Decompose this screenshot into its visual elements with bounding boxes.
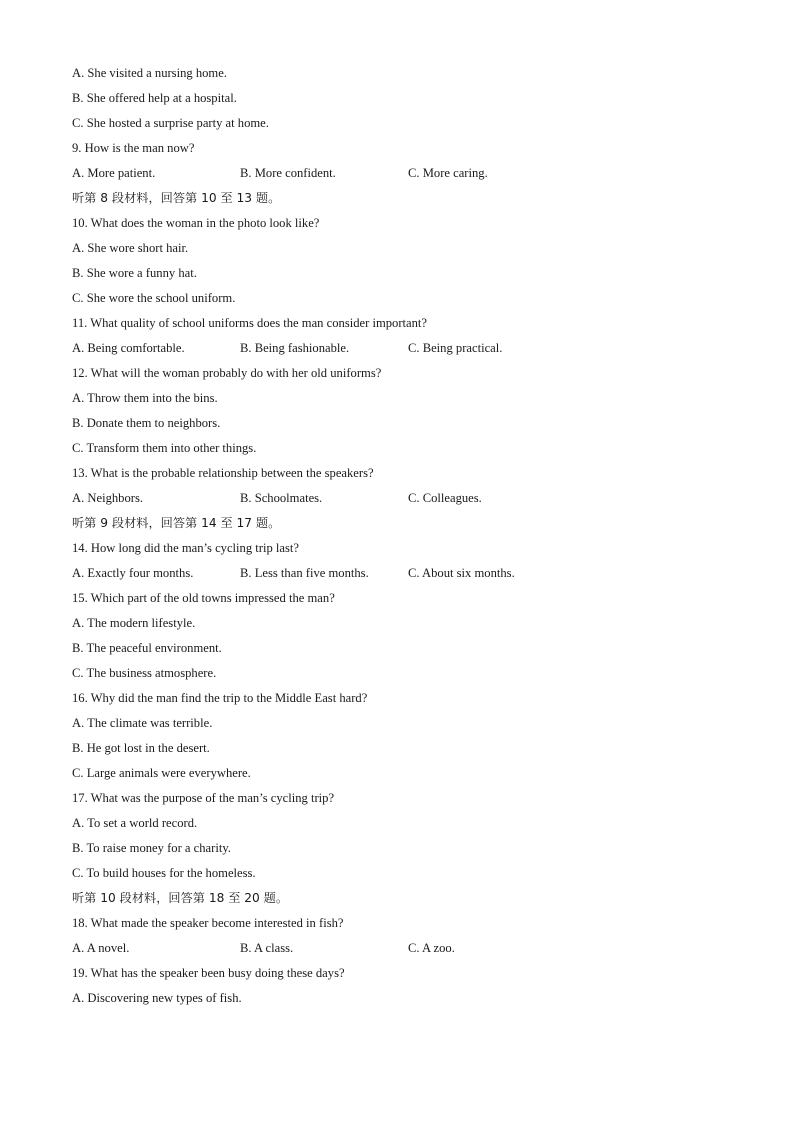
text-line: C. She hosted a surprise party at home. xyxy=(72,116,269,130)
text-line: A. She visited a nursing home. xyxy=(72,66,227,80)
text-line: B. Donate them to neighbors. xyxy=(72,416,221,430)
option-b: B. Less than five months. xyxy=(240,566,369,580)
section-heading: 听第 9 段材料，回答第 14 至 17 题。 xyxy=(72,516,281,530)
text-line: 18. What made the speaker become interested in fish? xyxy=(72,916,344,930)
text-line: 19. What has the speaker been busy doing these days? xyxy=(72,966,345,980)
option-b: B. Schoolmates. xyxy=(240,491,323,505)
text-line: A. She wore short hair. xyxy=(72,241,189,255)
text-line: A. The climate was terrible. xyxy=(72,716,213,730)
text-line: 10. What does the woman in the photo look like? xyxy=(72,216,320,230)
text-line: B. He got lost in the desert. xyxy=(72,741,210,755)
text-line: B. She offered help at a hospital. xyxy=(72,91,237,105)
text-line: 15. Which part of the old towns impressed the man? xyxy=(72,591,335,605)
text-line: C. Transform them into other things. xyxy=(72,441,257,455)
option-c: C. More caring. xyxy=(408,166,488,180)
text-line: A. Throw them into the bins. xyxy=(72,391,218,405)
option-c: C. A zoo. xyxy=(408,941,455,955)
option-b: B. Being fashionable. xyxy=(240,341,350,355)
text-line: 14. How long did the man’s cycling trip last? xyxy=(72,541,300,555)
text-line: 17. What was the purpose of the man’s cycling trip? xyxy=(72,791,335,805)
text-line: 11. What quality of school uniforms does the man consider important? xyxy=(72,316,427,330)
text-line: B. To raise money for a charity. xyxy=(72,841,231,855)
text-line: A. To set a world record. xyxy=(72,816,198,830)
option-a: A. A novel. xyxy=(72,941,130,955)
option-row xyxy=(72,563,752,588)
option-row xyxy=(72,338,752,363)
question-page xyxy=(72,63,752,1013)
option-a: A. Neighbors. xyxy=(72,491,144,505)
option-c: C. About six months. xyxy=(408,566,515,580)
text-line: 12. What will the woman probably do with her old uniforms? xyxy=(72,366,382,380)
text-line: 13. What is the probable relationship between the speakers? xyxy=(72,466,374,480)
option-row xyxy=(72,488,752,513)
text-line: 16. Why did the man find the trip to the Middle East hard? xyxy=(72,691,368,705)
option-b: B. More confident. xyxy=(240,166,336,180)
option-a: A. More patient. xyxy=(72,166,156,180)
option-c: C. Being practical. xyxy=(408,341,503,355)
option-a: A. Exactly four months. xyxy=(72,566,194,580)
text-line: C. To build houses for the homeless. xyxy=(72,866,256,880)
text-line: C. The business atmosphere. xyxy=(72,666,217,680)
section-heading: 听第 8 段材料，回答第 10 至 13 题。 xyxy=(72,191,281,205)
option-a: A. Being comfortable. xyxy=(72,341,185,355)
option-b: B. A class. xyxy=(240,941,294,955)
option-row xyxy=(72,938,752,963)
option-c: C. Colleagues. xyxy=(408,491,482,505)
text-line: A. Discovering new types of fish. xyxy=(72,991,242,1005)
text-line: B. The peaceful environment. xyxy=(72,641,222,655)
text-line: C. Large animals were everywhere. xyxy=(72,766,251,780)
text-line: 9. How is the man now? xyxy=(72,141,195,155)
text-line: C. She wore the school uniform. xyxy=(72,291,236,305)
option-row xyxy=(72,163,752,188)
text-line: B. She wore a funny hat. xyxy=(72,266,197,280)
section-heading: 听第 10 段材料，回答第 18 至 20 题。 xyxy=(72,891,289,905)
text-line: A. The modern lifestyle. xyxy=(72,616,196,630)
